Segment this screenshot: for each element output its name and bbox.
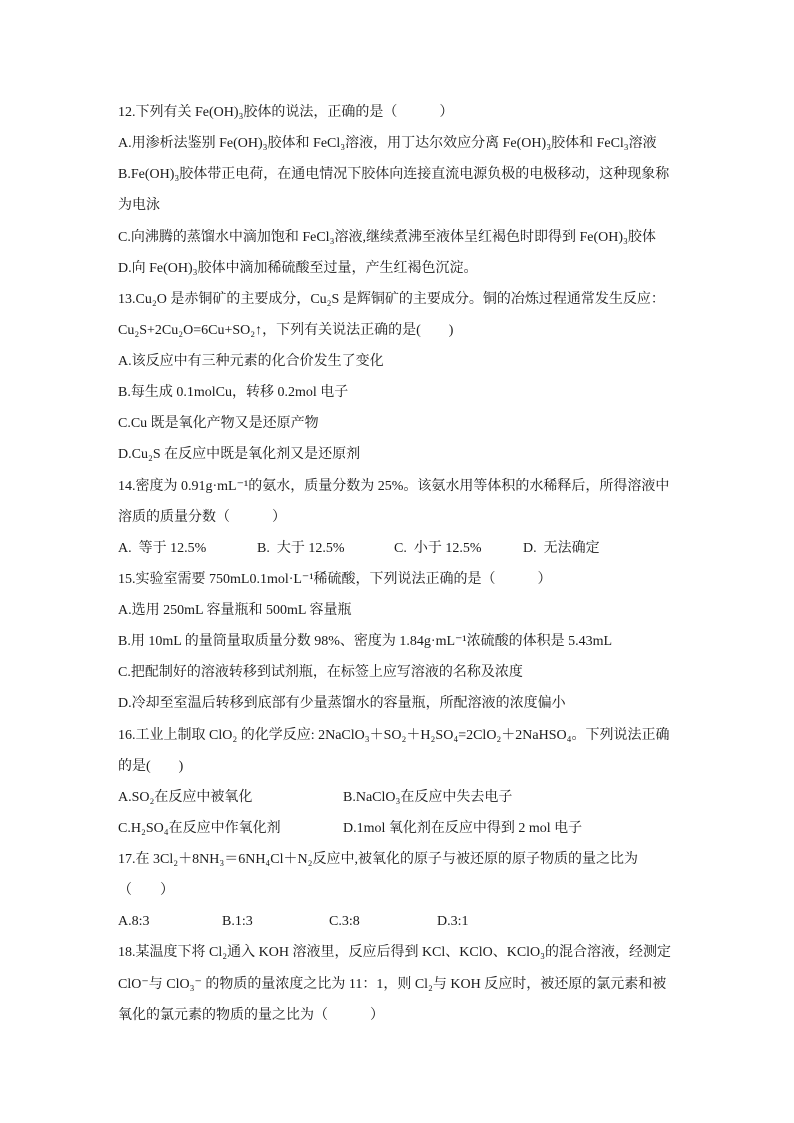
question-15-option-d: D.冷却至室温后转移到底部有少量蒸馏水的容量瓶，所配溶液的浓度偏小 — [118, 696, 566, 712]
question-16 — [118, 720, 718, 845]
question-18 — [118, 937, 718, 1030]
question-17-options-row — [118, 906, 718, 937]
question-15-stem: 15.实验室需要 750mL0.1mol·L⁻¹稀硫酸，下列说法正确的是（ ） — [118, 571, 552, 587]
question-13-option-a: A.该反应中有三种元素的化合价发生了变化 — [118, 354, 384, 369]
question-16-option-a: A.SO₂在反应中被氧化 — [118, 789, 253, 805]
question-17 — [118, 844, 718, 937]
question-14-stem-continued: 溶质的质量分数（ ） — [118, 509, 286, 525]
question-17-stem: 17.在 3Cl₂＋8NH₃＝6NH₄Cl＋N₂反应中,被氧化的原子与被还原的原子物质的量之比为 — [118, 852, 639, 867]
question-12-stem: 12.下列有关 Fe(OH)₃胶体的说法，正确的是（ ） — [118, 105, 454, 120]
question-14-option-d: D. 无法确定 — [523, 540, 600, 556]
question-16-option-c: C.H₂SO₄在反应中作氧化剂 — [118, 820, 281, 836]
question-17-stem-continued: （ ） — [118, 883, 174, 899]
question-13 — [118, 284, 718, 471]
question-16-stem: 16.工业上制取 ClO₂ 的化学反应: 2NaClO₃＋SO₂＋H₂SO₄=2ClO₂＋2NaHSO₄。下列说法正确 — [118, 727, 670, 743]
question-12-option-d: D.向 Fe(OH)₃胶体中滴加稀硫酸至过量，产生红褐色沉淀。 — [118, 260, 478, 276]
question-16-options-row-1 — [118, 782, 718, 813]
exam-page — [118, 97, 718, 1031]
question-16-stem-continued: 的是( ) — [118, 758, 184, 774]
question-12 — [118, 97, 718, 284]
question-12-option-c: C.向沸腾的蒸馏水中滴加饱和 FeCl₃溶液,继续煮沸至液体呈红褐色时即得到 Fe(OH)₃胶体 — [118, 229, 656, 245]
question-13-stem: 13.Cu₂O 是赤铜矿的主要成分，Cu₂S 是辉铜矿的主要成分。铜的冶炼过程通常发生反应： — [118, 291, 665, 307]
question-18-stem-continued-2: 氧化的氯元素的物质的量之比为（ ） — [118, 1007, 384, 1023]
question-12-option-b-continued: 为电泳 — [118, 198, 160, 214]
question-14-stem: 14.密度为 0.91g·mL⁻¹的氨水，质量分数为 25%。该氨水用等体积的水稀释后，所得溶液中 — [118, 478, 670, 494]
question-15-option-a: A.选用 250mL 容量瓶和 500mL 容量瓶 — [118, 603, 352, 618]
question-12-option-b: B.Fe(OH)₃胶体带正电荷，在通电情况下胶体向连接直流电源负极的电极移动，这种现象称 — [118, 167, 670, 183]
question-14 — [118, 471, 718, 564]
question-14-option-c: C. 小于 12.5% — [394, 540, 482, 556]
question-18-stem: 18.某温度下将 Cl₂通入 KOH 溶液里，反应后得到 KCl、KClO、KClO₃的混合溶液，经测定 — [118, 945, 672, 961]
question-14-options-row — [118, 533, 718, 564]
question-15-option-c: C.把配制好的溶液转移到试剂瓶，在标签上应写溶液的名称及浓度 — [118, 665, 523, 681]
question-13-option-d: D.Cu₂S 在反应中既是氧化剂又是还原剂 — [118, 447, 361, 463]
question-18-stem-continued: ClO⁻与 ClO₃⁻ 的物质的量浓度之比为 11：1，则 Cl₂与 KOH 反应时，被还原的氯元素和被 — [118, 976, 667, 992]
question-16-option-d: D.1mol 氧化剂在反应中得到 2 mol 电子 — [343, 820, 583, 836]
question-14-option-b: B. 大于 12.5% — [257, 540, 345, 556]
question-16-option-b: B.NaClO₃在反应中失去电子 — [343, 789, 513, 805]
question-17-option-a: A.8:3 — [118, 914, 150, 930]
question-15 — [118, 564, 718, 720]
question-14-option-a: A. 等于 12.5% — [118, 540, 207, 556]
question-16-options-row-2 — [118, 813, 718, 844]
question-15-option-b: B.用 10mL 的量筒量取质量分数 98%、密度为 1.84g·mL⁻¹浓硫酸的体积是 5.43mL — [118, 634, 613, 650]
question-17-option-b: B.1:3 — [222, 914, 253, 930]
question-13-option-b: B.每生成 0.1molCu，转移 0.2mol 电子 — [118, 385, 349, 401]
question-17-option-c: C.3:8 — [329, 914, 360, 930]
question-17-option-d: D.3:1 — [437, 914, 469, 930]
question-13-option-c: C.Cu 既是氧化产物又是还原产物 — [118, 416, 319, 432]
question-12-option-a: A.用渗析法鉴别 Fe(OH)₃胶体和 FeCl₃溶液，用丁达尔效应分离 Fe(OH)₃胶体和 FeCl₃溶液 — [118, 136, 657, 152]
question-13-stem-continued: Cu₂S+2Cu₂O=6Cu+SO₂↑，下列有关说法正确的是( ) — [118, 322, 454, 338]
